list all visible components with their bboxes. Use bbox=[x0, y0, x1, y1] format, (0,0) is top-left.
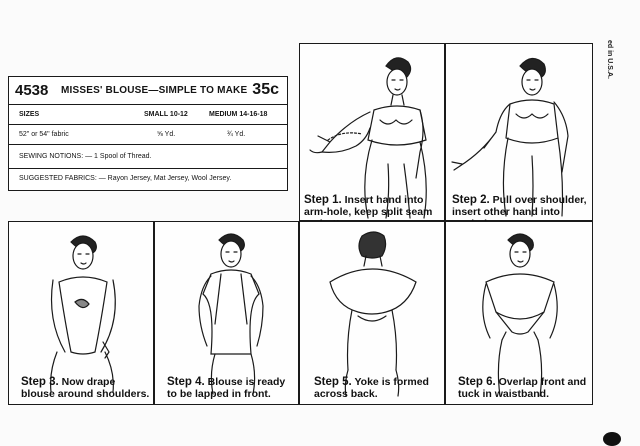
step-2-text: Pull over shoulder, insert other hand into bbox=[452, 194, 587, 218]
step-6-text: Overlap front and tuck in waistband. bbox=[458, 376, 587, 400]
corner-mark bbox=[603, 432, 621, 446]
fabric-label: 52" or 54" fabric bbox=[19, 131, 69, 138]
fabric-medium-yardage: ¾ Yd. bbox=[227, 131, 246, 138]
pattern-number: 4538 bbox=[15, 82, 49, 99]
step-4-label: Step 4. bbox=[167, 376, 205, 388]
step-2-panel bbox=[445, 43, 593, 221]
step-5-panel bbox=[299, 221, 445, 405]
step-6-caption bbox=[458, 376, 592, 400]
step-3-text: Now drape blouse around shoulders. bbox=[21, 376, 150, 400]
step-3-label: Step 3. bbox=[21, 376, 59, 388]
step-4-text: Blouse is ready to be lapped in front. bbox=[167, 376, 286, 400]
step-4-caption bbox=[167, 376, 297, 400]
step-1-panel bbox=[299, 43, 445, 221]
printed-in-usa-text: ed in U.S.A. bbox=[606, 40, 613, 79]
step-3-panel bbox=[8, 221, 154, 405]
step-6-label: Step 6. bbox=[458, 376, 496, 388]
sizes-label: SIZES bbox=[19, 111, 40, 118]
suggested-row bbox=[9, 169, 287, 190]
step-2-label: Step 2. bbox=[452, 194, 490, 206]
step-5-text: Yoke is formed across back. bbox=[314, 376, 429, 400]
step-1-label: Step 1. bbox=[304, 194, 342, 206]
step-5-label: Step 5. bbox=[314, 376, 352, 388]
fabric-row bbox=[9, 125, 287, 145]
size-small: SMALL 10-12 bbox=[144, 111, 188, 118]
pattern-title-bar bbox=[9, 77, 287, 105]
step-6-panel bbox=[445, 221, 593, 405]
pattern-info-box bbox=[8, 76, 288, 191]
notions-row bbox=[9, 145, 287, 169]
step-4-panel bbox=[154, 221, 299, 405]
size-medium: MEDIUM 14-16-18 bbox=[209, 111, 268, 118]
sizes-row bbox=[9, 105, 287, 125]
step-1-text: Insert hand into arm-hole, keep split seam bbox=[304, 194, 433, 218]
fabric-small-yardage: ⅝ Yd. bbox=[157, 131, 176, 138]
suggested-fabrics: SUGGESTED FABRICS: — Rayon Jersey, Mat Jersey, Wool Jersey. bbox=[19, 175, 232, 182]
pattern-price: 35c bbox=[252, 81, 279, 98]
pattern-title: MISSES' BLOUSE—SIMPLE TO MAKE bbox=[61, 85, 248, 96]
step-3-caption bbox=[21, 376, 151, 400]
sewing-notions: SEWING NOTIONS: — 1 Spool of Thread. bbox=[19, 153, 152, 160]
step-5-caption bbox=[314, 376, 442, 400]
